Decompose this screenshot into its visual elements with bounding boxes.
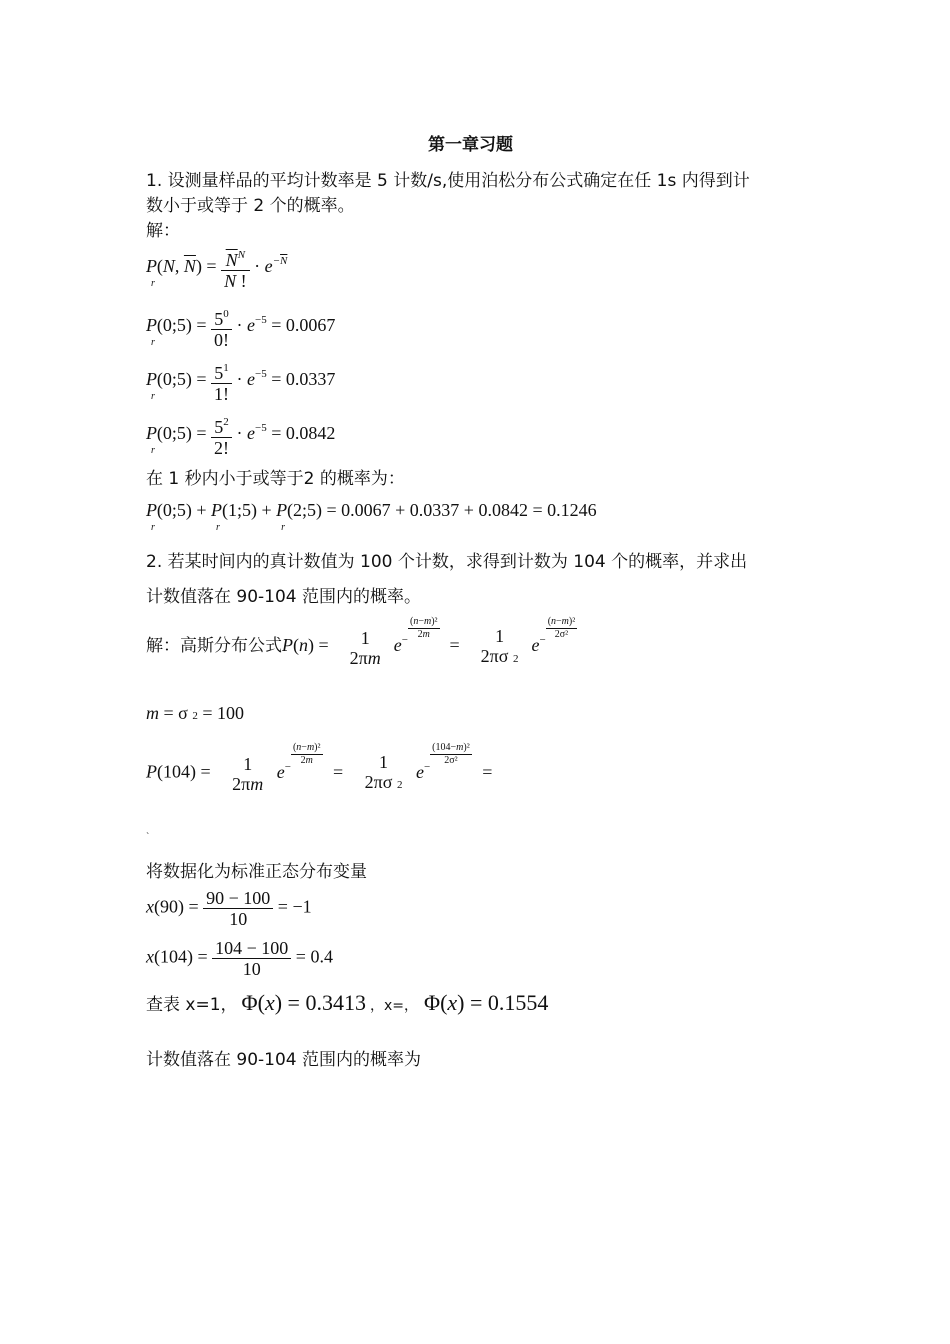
m-sigma-formula: m = σ 2 = 100 (146, 703, 245, 723)
phi-value-2: = 0.1554 (470, 990, 549, 1015)
page-title: 第一章习题 (428, 135, 513, 155)
lookup-text-b: ，x=， (369, 998, 418, 1014)
stray-mark: ` (146, 832, 150, 843)
poisson-fraction: $\frac{\overline{N}^N}{N !}$ (221, 245, 250, 291)
poisson-k0-value: 0.0067 (285, 315, 336, 336)
poisson-k2-value: 0.0842 (285, 423, 336, 444)
p104-formula: P(104) = 1 2πm e− $\frac{\text{(n−m)²}}{2m}$ = 1 2πσ 2 e− $\frac{\text{(104−m)²}}{\text{2σ²}}$ = (146, 742, 493, 794)
poisson-k0-formula: $P_r(0;5)$ = $\frac{5^0}{0!}$ · $e^{-5} = 0.0067$ (146, 304, 335, 350)
poisson-general-formula: $P_r(N$, $\overline{N}$) = $\frac{\overline{N}^N}{N !}$ · $e^{-\overline{N}}$ (146, 245, 287, 291)
q1-sum-result: = 0.0067 + 0.0337 + 0.0842 = 0.1246 (326, 500, 597, 520)
lookup-line: 查表 x=1， Φ(x) = 0.3413 ，x=， Φ(x) = 0.1554 (146, 990, 549, 1015)
x104-value: = 0.4 (295, 946, 333, 967)
gauss-formula: 解：高斯分布公式P(n) = 1 2πm e− $\frac{\text{(n−m)²}}{2m}$ = 1 2πσ 2 e− $\frac{\text{(n−m)²}}{\text{2σ²}}$ (146, 616, 576, 668)
q1-sum-formula: $P_r(0;5)$ + $P_r(1;5)$ + $P_r(2;5) = 0.0067 + 0.0337 + 0.0842 = 0.1246$ (146, 500, 597, 533)
standardize-text: 将数据化为标准正态分布变量 (146, 862, 367, 882)
q1-sum-text: 在 1 秒内小于或等于2 的概率为： (146, 469, 405, 489)
x90-value: = −1 (277, 896, 312, 917)
exponent-n-bar: N (280, 255, 288, 268)
poisson-k1-formula: $P_r(0;5)$ = $\frac{5^1}{1!}$ · $e^{-5} = 0.0337$ (146, 358, 335, 404)
q2-text-line2: 计数值落在 90-104 范围内的概率。 (146, 587, 422, 607)
phi-value-1: = 0.3413 (287, 990, 366, 1015)
poisson-k1-value: 0.0337 (285, 369, 336, 390)
m-sigma-value: = 100 (202, 703, 245, 723)
x104-formula: x(104) = $\frac{104 - 100}{10}$ = 0.4 (146, 938, 333, 979)
final-text: 计数值落在 90-104 范围内的概率为 (146, 1050, 422, 1070)
x90-denominator: 10 (229, 909, 248, 929)
lookup-text-a: 查表 x=1， (146, 995, 238, 1015)
q2-text-line1: 2. 若某时间内的真计数值为 100 个计数，求得到计数为 104 个的概率，并求出 (146, 552, 748, 572)
x90-numerator: 90 − 100 (203, 888, 273, 909)
q2-solution-prefix: 解：高斯分布公式 (146, 636, 282, 657)
x104-denominator: 10 (242, 959, 261, 979)
poisson-k2-formula: $P_r(0;5)$ = $\frac{5^2}{2!}$ · $e^{-5} = 0.0842$ (146, 412, 335, 458)
q1-text-line2: 数小于或等于 2 个的概率。 (146, 196, 355, 216)
x90-formula: x(90) = $\frac{90 - 100}{10}$ = −1 (146, 888, 312, 929)
q1-solution-label: 解： (146, 221, 180, 241)
q1-text-line1: 1. 设测量样品的平均计数率是 5 计数/s,使用泊松分布公式确定在任 1s 内得到计 (146, 171, 750, 191)
x104-numerator: 104 − 100 (212, 938, 291, 959)
